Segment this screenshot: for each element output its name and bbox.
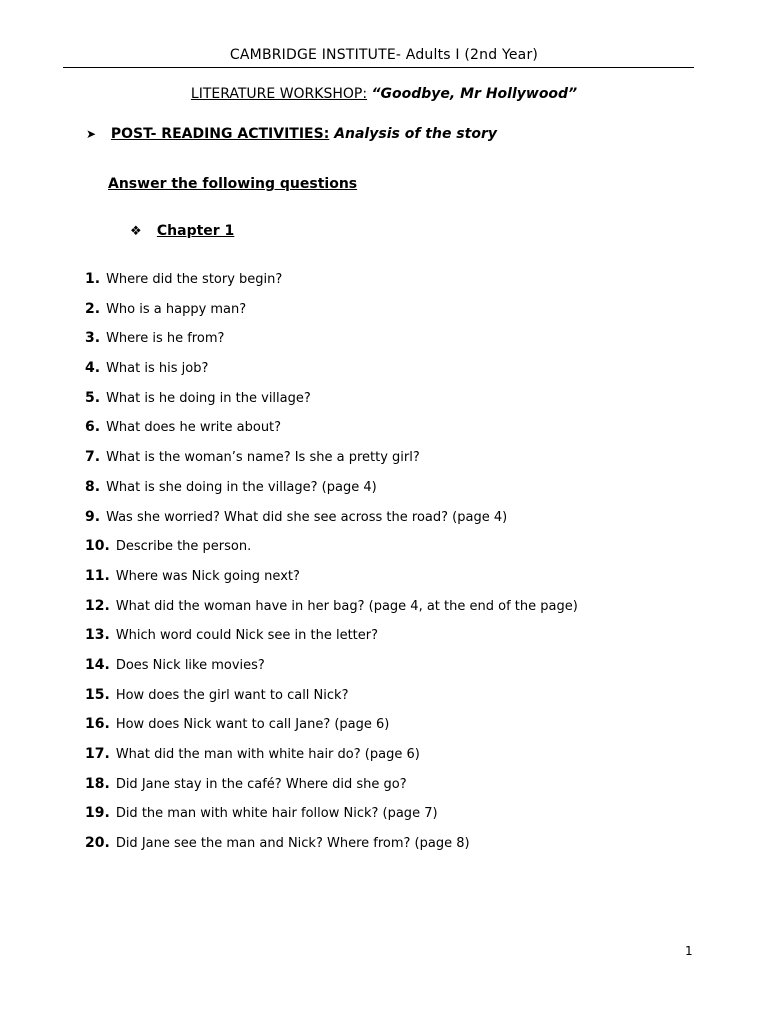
page-header [0,47,768,63]
post-reading-label: POST- READING ACTIVITIES: [110,126,330,142]
question-item [85,474,578,504]
diamond-bullet-icon: ❖ [130,224,142,239]
post-reading-heading [86,126,497,142]
chapter-heading [130,223,234,239]
question-number: 6. [85,419,101,436]
question-number: 8. [85,478,101,495]
question-number: 10. [85,538,110,555]
arrow-bullet-icon: ➤ [86,127,97,141]
question-item [85,593,578,623]
question-number: 15. [85,686,110,703]
question-list [85,266,578,860]
question-item [85,771,578,801]
question-item [85,266,578,296]
question-number: 3. [85,330,101,347]
question-text: What did the woman have in her bag? (page 4, at the end of the page) [115,598,578,614]
post-reading-subtitle: Analysis of the story [334,126,497,142]
question-text: Where is he from? [106,331,225,347]
question-item [85,355,578,385]
question-text: Where did the story begin? [106,272,283,287]
question-number: 19. [85,805,110,822]
question-number: 20. [85,835,110,852]
question-number: 12. [85,597,110,614]
question-text: Which word could Nick see in the letter? [115,628,379,644]
question-item [85,741,578,771]
instruction-heading: Answer the following questions [108,176,358,192]
question-text: How does the girl want to call Nick? [115,687,349,703]
question-text: Where was Nick going next? [115,568,300,584]
book-title: “Goodbye, Mr Hollywood” [371,86,578,102]
question-item [85,563,578,593]
page-number: 1 [685,944,693,958]
question-number: 18. [85,775,110,792]
question-text: Did the man with white hair follow Nick? (page 7) [115,806,438,822]
question-text: Did Jane stay in the café? Where did she go? [115,776,407,792]
header-divider [63,67,694,68]
question-text: What did the man with white hair do? (page 6) [115,747,420,762]
question-number: 16. [85,716,110,733]
workshop-label: LITERATURE WORKSHOP: [190,86,368,102]
question-item [85,325,578,355]
question-text: What is the woman’s name? Is she a pretty girl? [106,450,420,466]
question-item [85,504,578,534]
question-item [85,711,578,741]
question-item [85,444,578,474]
question-number: 1. [85,271,101,287]
question-number: 17. [85,746,110,762]
question-text: Describe the person. [115,539,252,555]
question-number: 5. [85,389,101,406]
header-title: CAMBRIDGE INSTITUTE- Adults I (2nd Year) [229,47,539,63]
question-item [85,682,578,712]
question-text: What is he doing in the village? [106,390,311,406]
question-item [85,414,578,444]
question-text: Did Jane see the man and Nick? Where from? (page 8) [115,836,470,852]
question-text: What is she doing in the village? (page 4) [106,479,377,495]
question-item [85,830,578,860]
question-item [85,622,578,652]
question-text: Who is a happy man? [106,301,247,317]
question-item [85,296,578,326]
question-number: 2. [85,300,101,317]
workshop-title [0,86,768,102]
question-text: Does Nick like movies? [115,657,265,673]
question-text: How does Nick want to call Jane? (page 6) [115,717,390,733]
question-number: 13. [85,627,110,644]
question-number: 9. [85,508,101,525]
question-number: 7. [85,449,101,466]
question-item [85,385,578,415]
question-item [85,800,578,830]
question-text: What is his job? [106,361,209,377]
question-number: 14. [85,656,110,673]
chapter-label: Chapter 1 [156,223,235,239]
question-text: What does he write about? [106,420,282,436]
question-number: 11. [85,567,110,584]
question-item [85,652,578,682]
question-number: 4. [85,360,101,377]
question-text: Was she worried? What did she see across the road? (page 4) [106,509,508,525]
question-item [85,533,578,563]
